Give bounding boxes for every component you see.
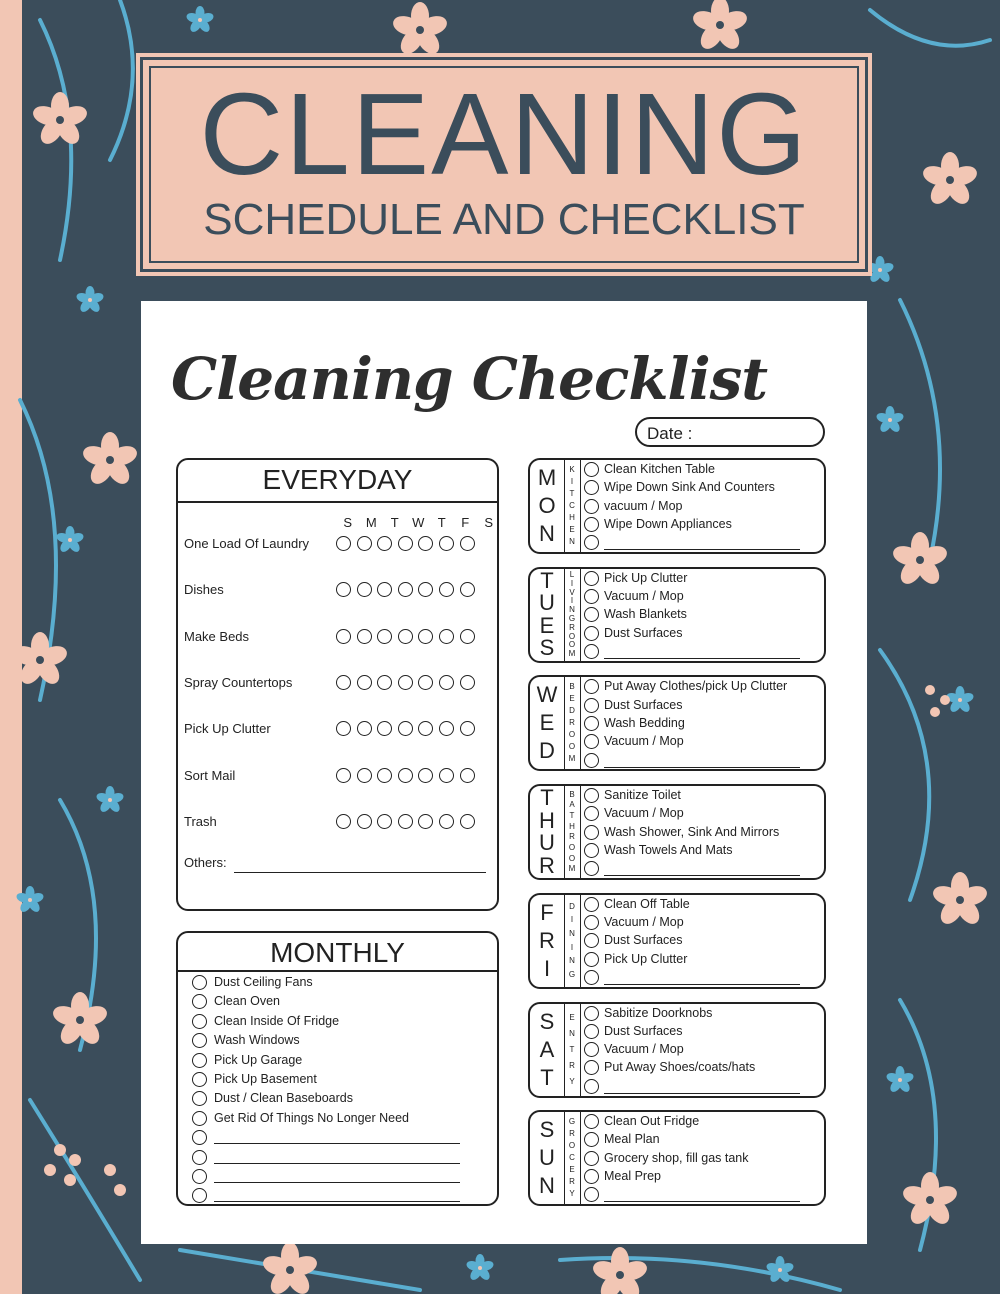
write-in-line[interactable] [214,1143,460,1144]
divider [580,1112,581,1204]
day-letter: E [539,710,555,736]
day-checkbox[interactable] [418,768,433,783]
room-letter: B [569,789,575,799]
weekday-letter: W [412,515,425,530]
cover-title-box [140,57,868,272]
task-checkbox[interactable] [584,1060,599,1075]
write-in-line[interactable] [604,1093,800,1094]
weekly-task-label: Wipe Down Appliances [604,516,732,531]
room-letter: M [568,754,576,764]
monthly-task-label: Clean Inside Of Fridge [214,1013,340,1028]
day-label [530,1112,564,1204]
room-letter: Y [569,1076,575,1086]
day-label [530,895,564,987]
day-checkbox[interactable] [418,675,433,690]
day-checkbox[interactable] [377,721,392,736]
day-letter: A [539,1036,555,1062]
others-label: Others: [184,855,227,870]
everyday-rule [178,501,497,503]
day-letter: W [536,682,558,708]
task-checkbox[interactable] [192,1014,207,1029]
weekly-task-label: Meal Prep [604,1169,661,1184]
room-label [564,788,580,876]
day-box-fri [528,893,826,989]
divider [580,460,581,552]
day-checkbox[interactable] [357,768,372,783]
weekly-task-label: Vacuum / Mop [604,734,684,749]
day-checkbox[interactable] [336,536,351,551]
day-checkbox[interactable] [377,768,392,783]
task-checkbox[interactable] [584,952,599,967]
day-letter: D [539,738,555,764]
task-checkbox[interactable] [192,1033,207,1048]
everyday-task-row [184,673,494,695]
room-letter: I [570,915,574,925]
task-checkbox[interactable] [584,1151,599,1166]
monthly-task-label: Get Rid Of Things No Longer Need [214,1110,410,1125]
task-checkbox[interactable] [584,788,599,803]
task-checkbox[interactable] [584,1132,599,1147]
day-checkbox[interactable] [439,814,454,829]
day-checkbox[interactable] [336,629,351,644]
room-letter: R [569,622,575,632]
task-checkbox[interactable] [584,1114,599,1129]
room-letter: B [569,682,575,692]
day-box-tues [528,567,826,663]
weekly-task-label: Dust Surfaces [604,697,683,712]
room-letter: M [568,648,576,658]
day-checkbox[interactable] [439,675,454,690]
weekly-task-label: Pick Up Clutter [604,570,688,585]
everyday-task-label: Dishes [184,582,224,598]
weekly-task-label: Vacuum / Mop [604,915,684,930]
day-letter: R [539,927,555,953]
write-in-line[interactable] [604,549,800,550]
task-checkbox[interactable] [584,462,599,477]
day-letter: E [539,612,555,638]
day-checkbox[interactable] [377,536,392,551]
monthly-title: MONTHLY [270,937,405,968]
task-checkbox[interactable] [192,1053,207,1068]
day-checkbox[interactable] [460,768,475,783]
task-checkbox[interactable] [584,825,599,840]
room-letter: I [570,477,574,486]
room-letter: O [568,640,576,650]
everyday-task-row [184,766,494,788]
everyday-task-label: One Load Of Laundry [184,536,310,551]
room-letter: R [569,718,575,728]
day-checkbox[interactable] [460,582,475,597]
day-checkbox[interactable] [418,582,433,597]
day-checkbox[interactable] [336,768,351,783]
day-checkbox[interactable] [377,814,392,829]
task-checkbox[interactable] [192,1188,207,1203]
day-letter: S [539,635,555,661]
day-box-sun [528,1110,826,1206]
day-checkbox[interactable] [460,536,475,551]
checklist-sheet [141,301,867,1244]
day-checkbox[interactable] [377,629,392,644]
weekly-task-label: Wipe Down Sink And Counters [604,480,775,495]
weekday-letter: F [461,515,470,530]
day-letter: T [540,1064,554,1090]
task-checkbox[interactable] [584,970,599,985]
monthly-rule [178,970,497,972]
day-letter: F [540,899,554,925]
day-checkbox[interactable] [336,721,351,736]
day-checkbox[interactable] [357,536,372,551]
room-letter: N [569,1028,575,1038]
weekday-letter: T [390,515,399,530]
write-in-line[interactable] [604,875,800,876]
task-checkbox[interactable] [584,499,599,514]
task-checkbox[interactable] [584,679,599,694]
weekly-task-label: Pick Up Clutter [604,951,688,966]
room-letter: E [569,1012,575,1022]
day-checkbox[interactable] [418,629,433,644]
task-checkbox[interactable] [584,589,599,604]
weekly-task-label: Wash Towels And Mats [604,842,733,857]
room-letter: R [569,832,575,842]
task-checkbox[interactable] [192,1169,207,1184]
weekly-task-label: Meal Plan [604,1132,660,1147]
day-checkbox[interactable] [336,814,351,829]
monthly-task-label: Pick Up Basement [214,1072,317,1086]
room-letter: I [570,579,574,588]
day-letter: M [537,465,557,490]
cover-title: CLEANING [199,69,809,199]
monthly-task-label: Dust Ceiling Fans [214,975,313,989]
room-letter: A [569,800,575,810]
write-in-line[interactable] [604,767,800,768]
day-checkbox[interactable] [418,536,433,551]
day-checkbox[interactable] [336,582,351,597]
task-checkbox[interactable] [192,1091,207,1106]
task-checkbox[interactable] [584,753,599,768]
day-label [530,1004,564,1096]
room-label [564,1114,580,1202]
room-letter: H [569,821,575,831]
day-label [530,460,564,552]
day-label [530,786,564,878]
weekly-task-label: Clean Off Table [604,896,690,911]
day-checkbox[interactable] [398,536,413,551]
everyday-title: EVERYDAY [262,464,413,495]
others-line [234,872,486,873]
everyday-task-row [184,812,494,834]
weekly-task-label: Put Away Clothes/pick Up Clutter [604,679,788,694]
weekly-task-label: Vacuum / Mop [604,588,684,603]
task-checkbox[interactable] [584,698,599,713]
weekly-task-label: Dust Surfaces [604,1023,683,1038]
divider [580,786,581,878]
room-label [564,897,580,985]
everyday-task-row [184,627,494,649]
date-field: Date : [635,417,825,447]
weekday-letter: T [437,515,446,530]
day-checkbox[interactable] [398,768,413,783]
write-in-line[interactable] [214,1182,460,1183]
day-checkbox[interactable] [398,582,413,597]
weekly-task-label: Vacuum / Mop [604,1042,684,1057]
day-checkbox[interactable] [377,675,392,690]
day-checkbox[interactable] [357,675,372,690]
day-checkbox[interactable] [418,721,433,736]
room-letter: C [569,501,575,510]
task-checkbox[interactable] [584,897,599,912]
room-letter: T [569,489,575,498]
weekday-letter: S [484,515,494,530]
day-box-thur [528,784,826,880]
task-checkbox[interactable] [584,626,599,641]
everyday-task-label: Sort Mail [184,767,236,783]
room-letter: E [569,1165,575,1175]
task-checkbox[interactable] [584,861,599,876]
monthly-task-label: Dust / Clean Baseboards [214,1091,353,1106]
day-letter: U [539,1145,555,1171]
everyday-panel [176,458,499,911]
day-label [530,677,564,769]
task-checkbox[interactable] [192,1072,207,1087]
room-label [564,571,580,659]
task-checkbox[interactable] [584,517,599,532]
day-letter: S [539,1117,555,1143]
day-letter: T [540,568,554,594]
task-checkbox[interactable] [584,480,599,495]
room-letter: D [569,901,575,911]
day-letter: O [538,493,556,518]
weekly-task-label: Wash Blankets [604,607,687,622]
room-letter: T [569,1044,575,1054]
day-letter: I [543,955,551,981]
weekday-letter: S [343,515,353,530]
day-checkbox[interactable] [336,675,351,690]
room-letter: D [569,706,575,716]
room-letter: R [569,1177,575,1187]
day-checkbox[interactable] [357,629,372,644]
room-letter: T [569,811,575,821]
write-in-line[interactable] [604,984,800,985]
day-letter: S [539,1008,555,1034]
day-checkbox[interactable] [398,675,413,690]
monthly-task-label: Wash Windows [214,1033,300,1048]
task-checkbox[interactable] [584,535,599,550]
day-checkbox[interactable] [357,582,372,597]
day-letter: N [539,1173,555,1199]
day-checkbox[interactable] [357,814,372,829]
day-box-wed [528,675,826,771]
task-checkbox[interactable] [584,915,599,930]
day-letter: T [540,785,554,811]
task-checkbox[interactable] [192,975,207,990]
room-letter: O [568,730,576,740]
room-letter: O [568,843,576,853]
write-in-line[interactable] [604,1201,800,1202]
monthly-panel [176,931,499,1206]
task-checkbox[interactable] [584,1006,599,1021]
room-letter: N [569,604,575,614]
day-checkbox[interactable] [398,629,413,644]
day-checkbox[interactable] [460,675,475,690]
room-letter: M [568,864,576,874]
day-checkbox[interactable] [418,814,433,829]
cover-subtitle: SCHEDULE AND CHECKLIST [203,195,805,244]
room-letter: O [568,742,576,752]
weekly-task-label: Clean Out Fridge [604,1114,700,1129]
task-checkbox[interactable] [192,1111,207,1126]
room-letter: E [569,694,575,704]
day-checkbox[interactable] [398,814,413,829]
day-checkbox[interactable] [398,721,413,736]
task-checkbox[interactable] [584,843,599,858]
day-letter: U [539,590,555,616]
room-letter: R [569,1129,575,1139]
day-checkbox[interactable] [439,582,454,597]
weekly-task-label: Wash Bedding [604,715,685,730]
day-checkbox[interactable] [439,536,454,551]
day-box-sat [528,1002,826,1098]
room-letter: N [569,537,575,546]
task-checkbox[interactable] [192,1150,207,1165]
task-checkbox[interactable] [584,933,599,948]
day-label [530,569,564,661]
room-letter: G [568,613,576,623]
weekly-task-label: Grocery shop, fill gas tank [604,1150,749,1165]
room-letter: O [568,853,576,863]
room-label [564,1006,580,1094]
room-letter: H [569,513,575,522]
day-checkbox[interactable] [439,768,454,783]
room-letter: G [568,970,576,980]
room-letter: N [569,928,575,938]
task-checkbox[interactable] [584,571,599,586]
monthly-task-label: Pick Up Garage [214,1052,303,1067]
divider [580,677,581,769]
weekly-task-label: Sabitize Doorknobs [604,1005,713,1020]
day-checkbox[interactable] [460,721,475,736]
room-letter: V [569,587,575,597]
task-checkbox[interactable] [584,716,599,731]
weekday-header [336,515,501,530]
day-checkbox[interactable] [439,721,454,736]
room-letter: Y [569,1189,575,1199]
room-letter: E [569,525,575,534]
weekly-task-label: Dust Surfaces [604,625,683,640]
everyday-task-row [184,534,494,556]
sheet-heading: Cleaning Checklist [171,345,768,413]
everyday-task-label: Pick Up Clutter [184,721,271,737]
room-letter: R [569,1060,575,1070]
day-checkbox[interactable] [460,629,475,644]
task-checkbox[interactable] [584,806,599,821]
weekly-task-label: Sanitize Toilet [604,788,681,803]
room-letter: I [570,596,574,606]
task-checkbox[interactable] [584,1169,599,1184]
day-letter: H [539,807,555,833]
task-checkbox[interactable] [584,607,599,622]
day-letter: N [539,521,555,546]
everyday-task-label: Spray Countertops [184,674,293,690]
room-letter: I [570,942,574,952]
divider [580,1004,581,1096]
room-label [564,462,580,550]
day-checkbox[interactable] [377,582,392,597]
everyday-task-label: Make Beds [184,628,250,644]
room-letter: C [569,1153,575,1163]
room-letter: N [569,956,575,966]
room-letter: G [568,1117,576,1127]
day-box-mon [528,458,826,554]
task-checkbox[interactable] [584,1187,599,1202]
day-letter: U [539,830,555,856]
room-letter: L [569,570,575,580]
everyday-task-label: Trash [184,813,217,829]
task-checkbox[interactable] [192,994,207,1009]
task-checkbox[interactable] [192,1130,207,1145]
day-checkbox[interactable] [357,721,372,736]
everyday-task-row [184,580,494,602]
weekday-letter: M [365,515,377,530]
task-checkbox[interactable] [584,644,599,659]
write-in-line[interactable] [214,1201,460,1202]
task-checkbox[interactable] [584,1024,599,1039]
write-in-line[interactable] [604,658,800,659]
everyday-task-row [184,719,494,741]
room-label [564,679,580,767]
day-checkbox[interactable] [439,629,454,644]
task-checkbox[interactable] [584,1079,599,1094]
day-letter: R [539,852,555,878]
monthly-task-label: Clean Oven [214,994,281,1009]
divider [580,569,581,661]
task-checkbox[interactable] [584,734,599,749]
day-checkbox[interactable] [460,814,475,829]
write-in-line[interactable] [214,1163,460,1164]
room-letter: O [568,1141,576,1151]
weekly-task-label: Vacuum / Mop [604,806,684,821]
weekly-task-label: vacuum / Mop [604,498,683,513]
divider [580,895,581,987]
room-letter: K [569,465,575,474]
weekly-task-label: Clean Kitchen Table [604,462,715,476]
weekly-task-label: Wash Shower, Sink And Mirrors [604,824,780,839]
task-checkbox[interactable] [584,1042,599,1057]
weekly-task-label: Put Away Shoes/coats/hats [604,1060,756,1075]
room-letter: O [568,631,576,641]
weekly-task-label: Dust Surfaces [604,933,683,948]
